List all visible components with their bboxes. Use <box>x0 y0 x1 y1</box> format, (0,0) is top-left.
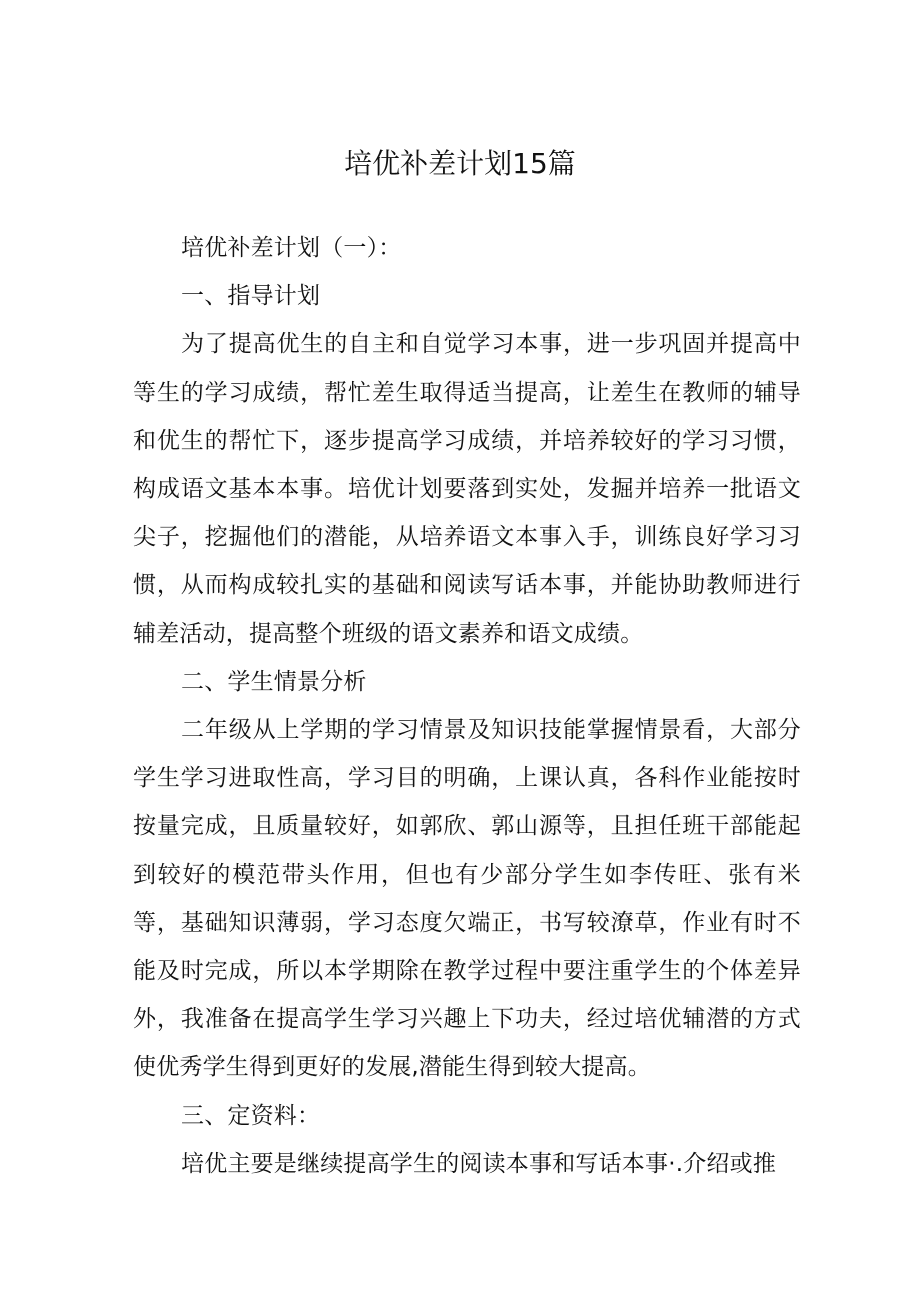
paragraph-student-analysis: 二年级从上学期的学习情景及知识技能掌握情景看，大部分学生学习进取性高，学习目的明确，上课认真，各科作业能按时按量完成，且质量较好，如郭欣、郭山源等，且担任班干部能起到较好的模范带头作用，但也有少部分学生如李传旺、张有米等，基础知识薄弱，学习态度欠端正，书写较潦草，作业有时不能及时完成，所以本学期除在教学过程中要注重学生的个体差异外，我准备在提高学生学习兴趣上下功夫，经过培优辅潜的方式使优秀学生得到更好的发展,潜能生得到较大提高。 <box>133 717 801 1081</box>
section-heading-materials: 三、定资料： <box>181 1102 321 1129</box>
section-heading-guidance: 一、指导计划 <box>181 283 321 310</box>
paragraph-materials: 培优主要是继续提高学生的阅读本事和写话本事·.介绍或推 <box>181 1150 777 1177</box>
document-title: 培优补差计划15篇 <box>344 147 576 180</box>
paragraph-guidance: 为了提高优生的自主和自觉学习本事，进一步巩固并提高中等生的学习成绩，帮忙差生取得适当提高，让差生在教师的辅导和优生的帮忙下，逐步提高学习成绩，并培养较好的学习习惯，构成语文基本本事。培优计划要落到实处，发掘并培养一批语文尖子，挖掘他们的潜能，从培养语文本事入手，训练良好学习习惯，从而构成较扎实的基础和阅读写话本事，并能协助教师进行辅差活动，提高整个班级的语文素养和语文成绩。 <box>133 331 801 647</box>
section-heading-student-analysis: 二、学生情景分析 <box>181 668 367 695</box>
document-body <box>133 224 801 1188</box>
section-heading-plan-one: 培优补差计划（一）： <box>181 235 402 261</box>
